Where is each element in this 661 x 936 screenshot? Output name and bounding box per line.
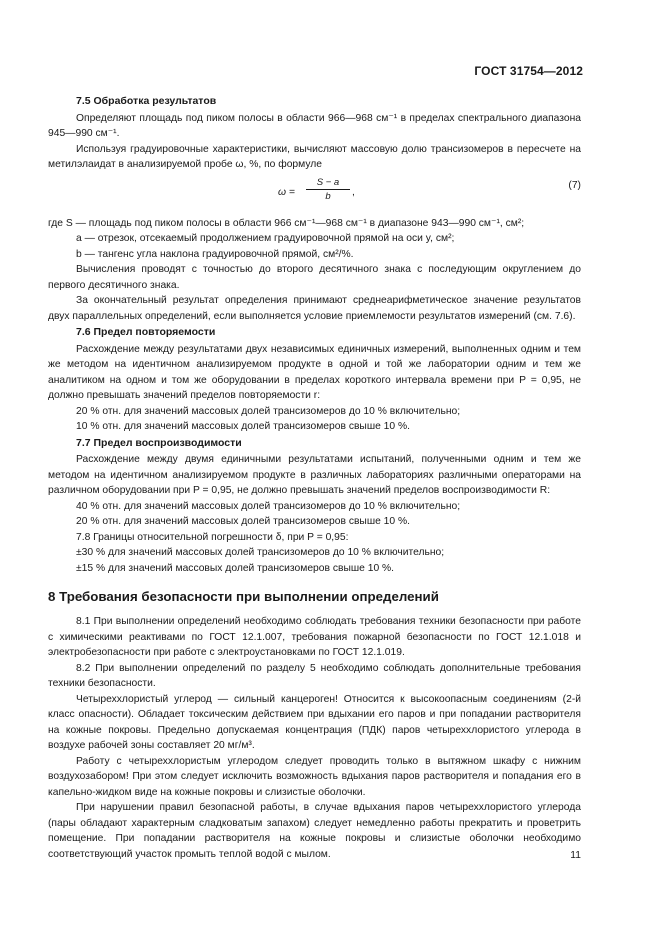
list-item: ±15 % для значений массовых долей трансизомеров свыше 10 %. [76,562,395,574]
formula-fraction [306,176,350,203]
formula-numerator: S − a [306,176,350,190]
page-number: 11 [570,850,581,861]
standard-header: ГОСТ 31754—2012 [474,64,583,78]
paragraph: 8.2 При выполнении определений по разделу 5 необходимо соблюдать дополнительные требования техники безопасности. [48,662,581,689]
where-line: a — отрезок, отсекаемый продолжением градуировочной прямой на оси y, см²; [76,233,455,244]
list-item: 20 % отн. для значений массовых долей трансизомеров до 10 % включительно; [76,405,461,417]
formula-lhs: ω = [278,186,295,198]
section-7-6-heading: 7.6 Предел повторяемости [76,326,216,338]
list-item: 40 % отн. для значений массовых долей трансизомеров до 10 % включительно; [76,500,461,512]
document-body [48,93,581,862]
section-7-7-heading: 7.7 Предел воспроизводимости [76,436,242,449]
formula-number: (7) [568,179,581,191]
paragraph: Четыреххлористый углерод — сильный канцероген! Относится к высокоопасным соединениям (2-й класс опасности). Обладает токсическим действием при вдыхании его паров и при попадании растворителя на кожные покровы. Предельно допускаемая концентрация (ПДК) паров четыреххлористого углерода в воздухе рабочей зоны составляет 20 мг/м³. [48,693,581,751]
paragraph: 7.8 Границы относительной погрешности δ, при P = 0,95: [76,531,349,543]
list-item: 20 % отн. для значений массовых долей трансизомеров свыше 10 %. [76,516,411,527]
where-line: где S — площадь под пиком полосы в области 966 см⁻¹—968 см⁻¹ в диапазоне 943—990 см⁻¹, см²; [48,217,525,229]
section-8-heading: 8 Требования безопасности при выполнении определений [48,589,439,604]
paragraph: Вычисления проводят с точностью до второго десятичного знака с последующим округлением до первого десятичного знака. [48,264,581,291]
paragraph: Работу с четыреххлористым углеродом следует проводить только в вытяжном шкафу с нижним воздухозабором! При этом следует исключить возможность вдыхания паров растворителя и попадания его в капельно-жидком виде на кожные покровы и слизистые оболочки. [48,755,581,798]
section-7-5-heading: 7.5 Обработка результатов [76,95,217,107]
paragraph: Используя градуировочные характеристики, вычисляют массовую долю трансизомеров в пересчете на метилэлаидат в анализируемой пробе ω, %, по формуле [48,143,581,170]
formula-comma: , [352,186,355,198]
paragraph: За окончательный результат определения принимают среднеарифметическое значение результатов двух параллельных определений, если выполняется условие приемлемости результатов измерений (см. 7.6). [48,295,581,322]
paragraph: При нарушении правил безопасной работы, в случае вдыхания паров четыреххлористого углерода (пары обладают характерным сладковатым запахом) следует немедленно работы прекратить и проветрить помещение. При попадании растворителя на кожные покровы и слизистые оболочки необходимо соответствующий участок промыть теплой водой с мылом. [48,802,581,860]
formula-7 [48,176,581,210]
paragraph: Расхождение между результатами двух независимых единичных измерений, выполненных одним и тем же методом на идентичном анализируемом продукте в одной и той же лаборатории одним и тем же аналитиком на одном и том же оборудовании в пределах короткого интервала времени при P = 0,95, не должно превышать значений пределов повторяемости r: [48,343,581,401]
paragraph: 8.1 При выполнении определений необходимо соблюдать требования техники безопасности при работе с химическими реактивами по ГОСТ 12.1.007, требования пожарной безопасности по ГОСТ 12.1.018 и электробезопасности при работе с электроустановками по ГОСТ 12.1.019. [48,616,581,658]
list-item: ±30 % для значений массовых долей трансизомеров до 10 % включительно; [76,547,445,558]
where-line: b — тангенс угла наклона градуировочной прямой, см²/%. [76,248,354,260]
list-item: 10 % отн. для значений массовых долей трансизомеров свыше 10 %. [76,421,411,432]
paragraph: Расхождение между двумя единичными результатами испытаний, полученными одним и тем же методом на идентичном анализируемом продукте в различных лабораториях различными операторами на различном оборудовании при P = 0,95, не должно превышать значений пределов воспроизводимости R: [48,454,581,496]
paragraph: Определяют площадь под пиком полосы в области 966—968 см⁻¹ в пределах спектрального диапазона 945—990 см⁻¹. [48,112,581,139]
formula-denominator: b [325,190,331,202]
